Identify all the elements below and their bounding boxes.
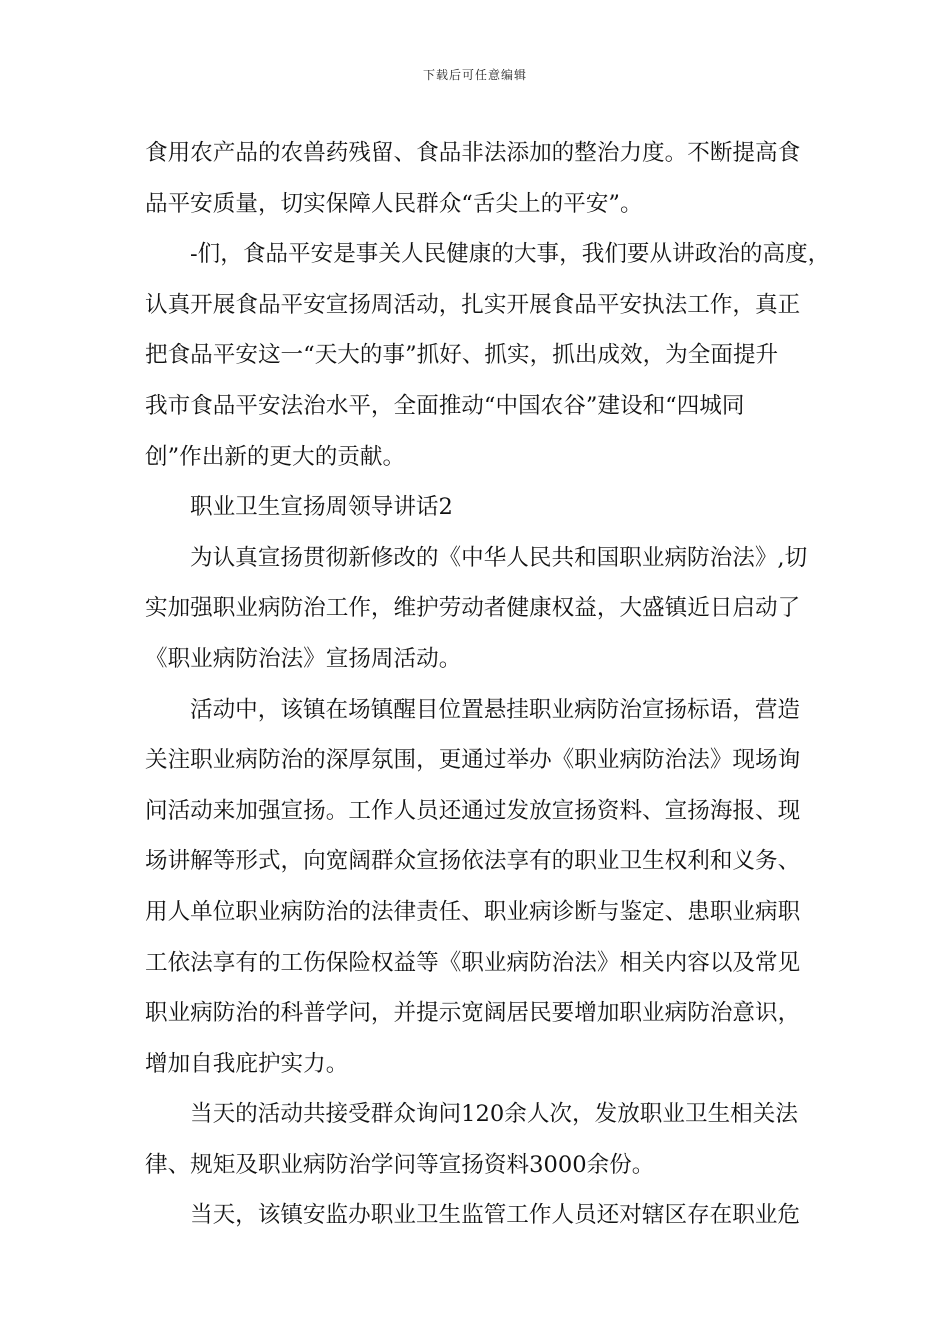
document-body bbox=[145, 128, 831, 1241]
text-line: 食用农产品的农兽药残留、食品非法添加的整治力度。不断提高食 bbox=[145, 140, 801, 166]
text-line: 关注职业病防治的深厚氛围，更通过举办《职业病防治法》现场询 bbox=[145, 747, 801, 774]
text-line: 问活动来加强宣扬。工作人员还通过发放宣扬资料、宣扬海报、现 bbox=[145, 797, 801, 824]
text-line: 增加自我庇护实力。 bbox=[145, 1050, 349, 1077]
text-line: 活动中，该镇在场镇醒目位置悬挂职业病防治宣扬标语，营造 bbox=[190, 696, 801, 723]
text-line: 品平安质量，切实保障人民群众“舌尖上的平安”。 bbox=[145, 190, 643, 217]
text-line: 用人单位职业病防治的法律责任、职业病诊断与鉴定、患职业病职 bbox=[145, 898, 801, 925]
text-line: 《职业病防治法》宣扬周活动。 bbox=[145, 645, 462, 672]
text-line: -们，食品平安是事关人民健康的大事，我们要从讲政治的高度， bbox=[190, 241, 831, 268]
text-line: 职业卫生宣扬周领导讲话2 bbox=[190, 494, 453, 521]
text-line: 为认真宣扬贯彻新修改的《中华人民共和国职业病防治法》,切 bbox=[190, 544, 808, 571]
text-line: 创”作出新的更大的贡献。 bbox=[145, 443, 406, 470]
text-line: 实加强职业病防治工作，维护劳动者健康权益，大盛镇近日启动了 bbox=[145, 595, 801, 622]
text-line: 认真开展食品平安宣扬周活动，扎实开展食品平安执法工作，真正 bbox=[145, 291, 801, 318]
page-header: 下载后可任意编辑 bbox=[422, 68, 527, 82]
text-line: 律、规矩及职业病防治学问等宣扬资料3000余份。 bbox=[145, 1151, 655, 1178]
text-line: 我市食品平安法治水平，全面推动“中国农谷”建设和“四城同 bbox=[145, 392, 745, 419]
text-line: 把食品平安这一“天大的事”抓好、抓实，抓出成效，为全面提升 bbox=[145, 342, 779, 369]
text-line: 工依法享有的工伤保险权益等《职业病防治法》相关内容以及常见 bbox=[145, 949, 801, 976]
text-line: 当天的活动共接受群众询问120余人次，发放职业卫生相关法 bbox=[190, 1101, 798, 1128]
text-line: 场讲解等形式，向宽阔群众宣扬依法享有的职业卫生权利和义务、 bbox=[145, 848, 801, 875]
text-line: 职业病防治的科普学问，并提示宽阔居民要增加职业病防治意识， bbox=[145, 1000, 801, 1027]
text-line: 当天，该镇安监办职业卫生监管工作人员还对辖区存在职业危 bbox=[190, 1202, 801, 1229]
